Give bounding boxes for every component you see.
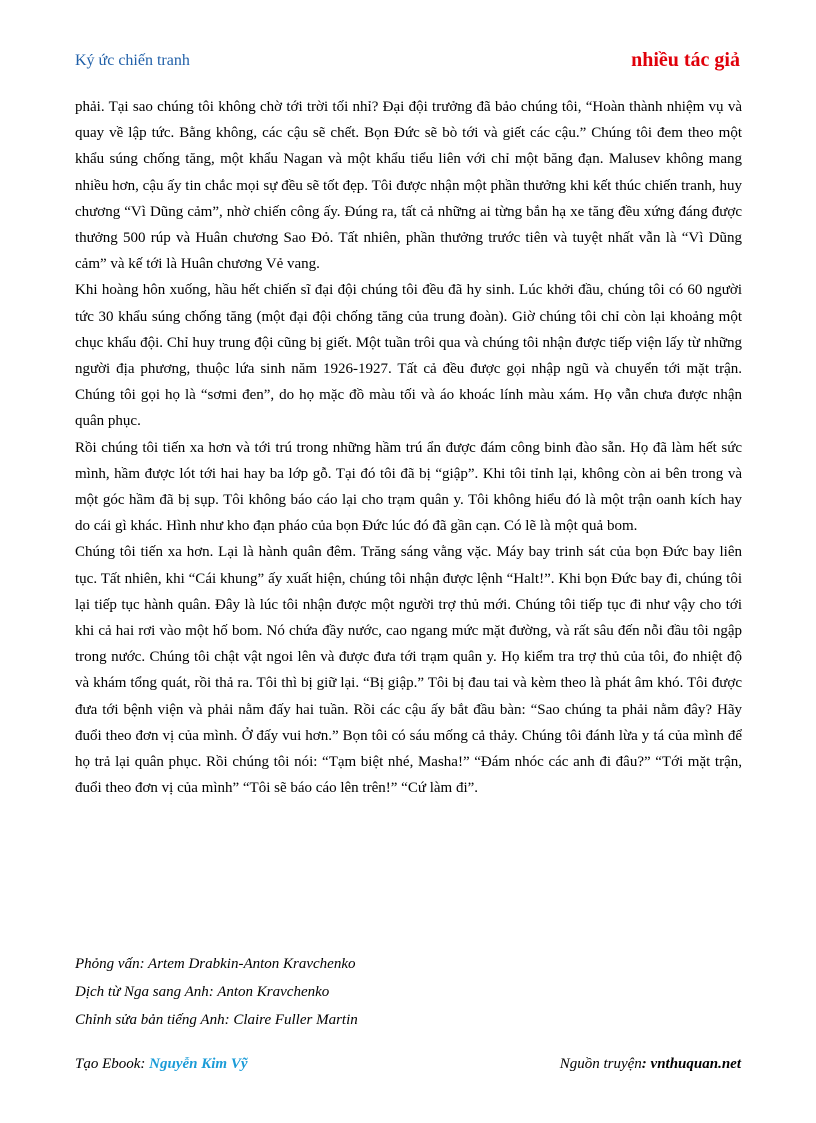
footer-ebook-credit (75, 1056, 248, 1073)
article-body (75, 94, 742, 801)
paragraph: Rồi chúng tôi tiến xa hơn và tới trú trong những hầm trú ẩn được đám công binh đào sẵn. Họ đã làm hết sức mình, hầm được lót tới hai hay ba lớp gỗ. Tại đó tôi đã bị “giập”. Khi tôi tỉnh lại, không còn ai bên trong và một góc hầm đã bị sụp. Tôi không báo cáo lại cho trạm quân y. Tôi không hiểu đó là một trận oanh kích hay do cái gì khác. Hình như kho đạn pháo của bọn Đức lúc đó đã gần cạn. Có lẽ là một quả bom. (75, 439, 742, 535)
paragraph: phải. Tại sao chúng tôi không chờ tới trời tối nhỉ? Đại đội trưởng đã bảo chúng tôi, “Hoàn thành nhiệm vụ và quay về lập tức. Bằng không, các cậu sẽ chết. Bọn Đức sẽ bò tới và giết các cậu.” Chúng tôi đem theo một khẩu súng chống tăng, một khẩu Nagan và một khẩu tiểu liên với chỉ một băng đạn. Malusev không mang nhiều hơn, cậu ấy tin chắc mọi sự đều sẽ tốt đẹp. Tôi được nhận một phần thưởng khi kết thúc chiến tranh, huy chương “Vì Dũng cảm”, nhờ chiến công ấy. Đúng ra, tất cả những ai từng bắn hạ xe tăng đều xứng đáng được thưởng 500 rúp và Huân chương Sao Đỏ. Tất nhiên, phần thưởng trước tiên và tuyệt nhất vẫn là “Vì Dũng cảm” và kế tới là Huân chương Vẻ vang. (75, 99, 742, 273)
credit-editing: Chỉnh sửa bản tiếng Anh: Claire Fuller Martin (75, 1012, 358, 1028)
header-author: nhiều tác giả (631, 49, 740, 71)
footer-source-label: Nguồn truyện (559, 1056, 642, 1072)
credit-translation: Dịch từ Nga sang Anh: Anton Kravchenko (75, 984, 330, 1000)
footer-source-sep: : (641, 1056, 651, 1072)
footer-ebook-label: Tạo Ebook (75, 1056, 141, 1072)
paragraph: Chúng tôi tiến xa hơn. Lại là hành quân đêm. Trăng sáng vằng vặc. Máy bay trinh sát của bọn Đức bay liên tục. Tất nhiên, khi “Cái khung” ấy xuất hiện, chúng tôi nhận được lệnh “Halt!”. Khi bọn Đức bay đi, chúng tôi lại tiếp tục hành quân. Đây là lúc tôi nhận được một người trợ thủ mới. Chúng tôi tiếp tục đi như vậy cho tới khi cả hai rơi vào một hố bom. Nó chứa đầy nước, cao ngang mức mặt đường, và rất sâu đến nỗi đầu tôi ngập trong nước. Chúng tôi chật vật ngoi lên và được đưa tới trạm quân y. Họ kiểm tra trợ thủ của tôi, đo nhiệt độ và khám tổng quát, rồi thả ra. Tôi thì bị giữ lại. “Bị giập.” Tôi bị đau tai và kèm theo là phát âm khó. Tôi được đưa tới bệnh viện và phải nằm đấy hai tuần. Rồi các cậu ấy bắt đầu bàn: “Sao chúng ta phải nằm đây? Hãy đuổi theo đơn vị của mình. Ở đấy vui hơn.” Bọn tôi có sáu mống cả thảy. Chúng tôi đánh lừa y tá của mình để họ trả lại quân phục. Rồi chúng tôi nói: “Tạm biệt nhé, Masha!” “Đám nhóc các anh đi đâu?” “Tới mặt trận, đuổi theo đơn vị của mình” “Tôi sẽ báo cáo lên trên!” “Cứ làm đi”. (75, 544, 742, 797)
footer-source (560, 1056, 741, 1073)
footer-ebook-sep: : (140, 1056, 150, 1072)
header-title: Ký ức chiến tranh (75, 52, 190, 69)
credit-interview: Phỏng vấn: Artem Drabkin-Anton Kravchenko (75, 956, 356, 972)
footer-ebook-name[interactable]: Nguyễn Kim Vỹ (149, 1056, 248, 1072)
footer-source-site[interactable]: vnthuquan.net (650, 1056, 741, 1072)
paragraph: Khi hoàng hôn xuống, hầu hết chiến sĩ đại đội chúng tôi đều đã hy sinh. Lúc khởi đầu, chúng tôi có 60 người tức 30 khẩu súng chống tăng (một đại đội chống tăng của trung đoàn). Giờ chúng tôi chỉ còn lại khoảng một chục khẩu đội. Chỉ huy trung đội cũng bị giết. Một tuần trôi qua và chúng tôi nhận được tiếp viện lấy từ những người địa phương, thuộc lứa sinh năm 1926-1927. Tất cả đều được gọi nhập ngũ và chuyển tới mặt trận. Chúng tôi gọi họ là “sơmi đen”, do họ mặc đồ màu tối và áo khoác lính màu xám. Họ vẫn chưa được nhận quân phục. (75, 282, 742, 430)
credits (75, 950, 358, 1034)
